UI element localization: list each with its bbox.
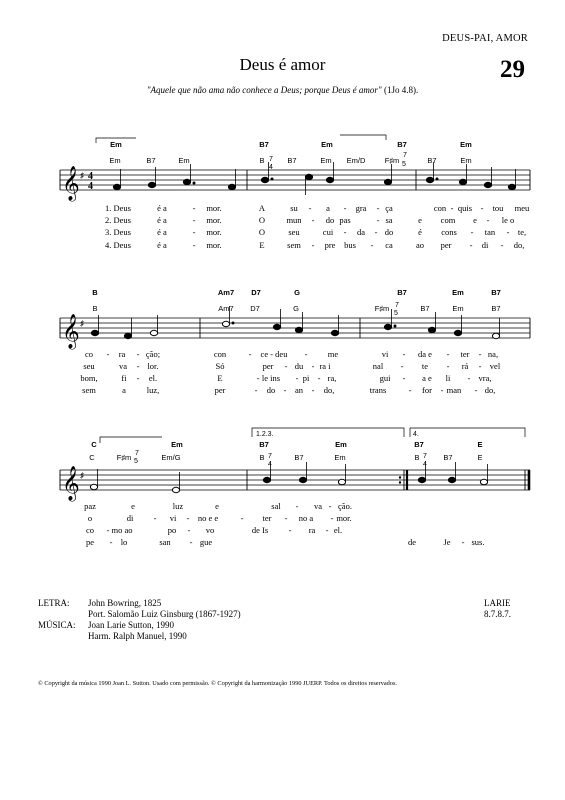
lyric-syllable: - <box>478 361 482 371</box>
lyric-syllable: - <box>254 385 258 395</box>
lyric-syllable: te, <box>517 227 527 237</box>
lyric-syllable: - <box>192 215 196 225</box>
bold-chord: Em <box>110 140 122 149</box>
staff-lines-1 <box>60 170 530 190</box>
svg-text:5: 5 <box>394 310 398 317</box>
chord-symbol: B7 <box>294 453 304 462</box>
lyric-syllable: ça <box>385 203 393 213</box>
lyric-syllable: per <box>440 240 452 250</box>
lyric-syllable: é a <box>157 215 167 225</box>
lyric-syllable: - <box>284 361 288 371</box>
chord-symbol: Em <box>460 156 472 165</box>
lyric-syllable: lor. <box>147 361 159 371</box>
tune-name: LARIE <box>484 598 511 608</box>
lyric-syllable: cons <box>441 227 457 237</box>
svg-text:5: 5 <box>134 458 138 465</box>
melody-notes-3 <box>90 462 487 493</box>
lyric-syllable: - <box>311 240 315 250</box>
lyric-syllable: E <box>217 373 223 383</box>
lyric-syllable: - <box>343 227 347 237</box>
time-sig-bottom: 4 <box>88 181 93 192</box>
lyric-syllable: O <box>258 215 266 225</box>
lyric-syllable: le o <box>501 215 515 225</box>
lyric-syllable: - <box>192 227 196 237</box>
lyric-syllable: - <box>136 349 140 359</box>
lyric-syllable: pe <box>85 537 95 547</box>
volta-2-label: 4. <box>413 431 419 438</box>
lyric-syllable: - <box>248 349 252 359</box>
chord-symbol: F♯m <box>384 156 400 165</box>
bold-chord: B7 <box>259 440 269 449</box>
lyric-syllable: - <box>374 227 378 237</box>
lyric-syllable: - <box>308 203 312 213</box>
lyric-syllable: lo <box>120 537 128 547</box>
chord-symbol: E <box>477 453 483 462</box>
lyric-syllable: sem <box>287 240 301 250</box>
epigraph-quote: "Aquele que não ama não conhece a Deus; porque Deus é amor" <box>146 85 382 95</box>
chord-symbol: B7 <box>146 156 156 165</box>
lyric-syllable: - <box>311 215 315 225</box>
chord-symbol: D7 <box>250 304 260 313</box>
lyric-syllable: nal <box>372 361 384 371</box>
lyric-syllable: - <box>506 227 510 237</box>
lyric-syllable: vel <box>489 361 501 371</box>
svg-text:5: 5 <box>402 161 406 168</box>
lyric-syllable: - <box>486 215 490 225</box>
lyric-syllable: - <box>402 349 406 359</box>
lyric-syllable: - <box>446 349 450 359</box>
lyric-syllable: - <box>400 361 404 371</box>
lyric-syllable: Je <box>443 537 451 547</box>
lyric-syllable: mor. <box>206 203 222 213</box>
bold-chord: B <box>92 288 98 297</box>
lyric-syllable: - <box>474 385 478 395</box>
lyric-syllable: - <box>106 349 110 359</box>
chord-symbol: G <box>293 304 299 313</box>
category-header: DEUS-PAI, AMOR <box>442 33 528 44</box>
lyric-syllable: sem <box>82 385 96 395</box>
lyric-syllable: - <box>311 361 315 371</box>
lyric-syllable: 1. Deus <box>105 203 131 213</box>
chord-symbol: Em <box>452 304 464 313</box>
lyric-syllable: el. <box>333 525 343 535</box>
lyric-syllable: su <box>290 203 298 213</box>
lyric-syllable: sus. <box>471 537 485 547</box>
lyric-syllable: di <box>126 513 134 523</box>
lyric-syllable: do <box>266 385 276 395</box>
lyric-syllable: e <box>473 215 477 225</box>
chord-symbol: B <box>259 453 265 462</box>
lyric-syllable: com <box>440 215 456 225</box>
lyric-syllable: do <box>384 227 394 237</box>
lyric-syllable: bom, <box>80 373 98 383</box>
lyric-syllable: - <box>317 373 321 383</box>
lyric-syllable: seu <box>288 227 300 237</box>
lyric-syllable: an <box>294 385 304 395</box>
lyric-syllable: fi <box>121 373 127 383</box>
bold-chord: Am7 <box>217 288 235 297</box>
lyric-syllable: gra <box>355 203 367 213</box>
lyric-syllable: va <box>118 361 128 371</box>
tune-block <box>484 598 511 620</box>
lyric-syllable: pre <box>324 240 336 250</box>
lyric-syllable: vra, <box>478 373 492 383</box>
lyric-syllable: sa <box>385 215 393 225</box>
lyric-syllable: - <box>470 227 474 237</box>
lyric-syllable: te <box>421 361 429 371</box>
lyric-syllable: - <box>295 501 299 511</box>
lyric-syllable: di <box>481 240 489 250</box>
lyric-syllable: é a <box>157 203 167 213</box>
tune-meter: 8.7.8.7. <box>484 609 511 619</box>
lyric-syllable: - <box>325 525 329 535</box>
lyric-syllable: o <box>87 513 93 523</box>
lyric-syllable: man <box>446 385 462 395</box>
chord-symbol: B <box>414 453 420 462</box>
lyric-syllable: po <box>167 525 177 535</box>
staff-lines-3 <box>60 470 530 490</box>
lyric-syllable: - <box>376 203 380 213</box>
lyric-syllable: - <box>187 525 191 535</box>
lyric-syllable: - <box>240 513 244 523</box>
lyric-syllable: gui <box>379 373 391 383</box>
chord-symbol: B <box>259 156 265 165</box>
lyric-syllable: 3. Deus <box>105 227 131 237</box>
bold-chord: C <box>91 440 97 449</box>
svg-text:4: 4 <box>268 461 272 468</box>
chord-symbol: B7 <box>287 156 297 165</box>
bracket-lines-3 <box>100 428 525 443</box>
lyric-syllable: é a <box>157 240 167 250</box>
chord-symbol: Em <box>109 156 121 165</box>
lyric-syllable: for <box>422 385 432 395</box>
lyric-syllable: li <box>445 373 451 383</box>
lyric-syllable: - <box>256 373 260 383</box>
treble-clef-icon: 𝄞 <box>62 466 80 501</box>
lyric-syllable: - <box>500 240 504 250</box>
lyric-syllable: sal <box>271 501 281 511</box>
lyric-syllable: - <box>446 361 450 371</box>
lyric-syllable: O <box>258 227 266 237</box>
lyric-syllable: - <box>330 513 334 523</box>
bold-chord: B7 <box>397 140 407 149</box>
lyric-syllable: ra i <box>319 361 331 371</box>
lyric-syllable: ra <box>118 349 126 359</box>
chord-symbol: Em <box>178 156 190 165</box>
musica-2: Harm. Ralph Manuel, 1990 <box>88 631 187 641</box>
lyric-syllable: - <box>450 203 454 213</box>
lyric-syllable: - <box>136 373 140 383</box>
lyric-syllable: ter <box>460 349 470 359</box>
lyric-syllable: meu <box>514 203 530 213</box>
lyric-syllable: con <box>213 349 227 359</box>
lyric-syllable: ra <box>308 525 316 535</box>
lyric-syllable: - <box>153 513 157 523</box>
lyric-syllable: da <box>356 227 366 237</box>
lyric-syllable: - <box>370 240 374 250</box>
lyric-syllable: trans <box>369 385 387 395</box>
lyric-syllable: ra, <box>327 373 337 383</box>
lyric-syllable: e <box>418 215 422 225</box>
lyric-syllable: vi <box>381 349 389 359</box>
lyric-syllable: mun <box>286 215 302 225</box>
chord-symbol: B <box>92 304 98 313</box>
bold-chord: Em <box>460 140 472 149</box>
lyric-syllable: vi <box>169 513 177 523</box>
svg-text:4: 4 <box>269 164 273 171</box>
lyric-syllable: A <box>258 203 266 213</box>
chord-numerals-2 <box>394 302 399 317</box>
bold-chord: E <box>477 440 483 449</box>
lyric-syllable: no a <box>298 513 314 523</box>
chords-and-lyrics <box>80 140 530 547</box>
copyright-line: © Copyright da música 1990 Joan L. Sutton. Usado com permissão. © Copyright da harmonização 1990 JUERP. Todos os direitos reservados. <box>38 680 397 687</box>
chord-symbol: B7 <box>491 304 501 313</box>
lyric-syllable: na, <box>487 349 499 359</box>
lyric-syllable: ao <box>415 240 425 250</box>
lyric-syllable: - <box>408 385 412 395</box>
lyric-syllable: - <box>311 385 315 395</box>
lyric-syllable: e <box>215 501 219 511</box>
lyric-syllable: seu <box>83 361 95 371</box>
lyric-syllable: - <box>440 385 444 395</box>
lyric-syllable: a e <box>422 373 432 383</box>
lyric-syllable: - <box>328 501 332 511</box>
chord-symbol: F♯m <box>116 453 132 462</box>
lyric-syllable: - <box>402 373 406 383</box>
lyric-syllable: du <box>294 361 304 371</box>
lyric-syllable: per <box>214 385 226 395</box>
volta-1-label: 1.2.3. <box>256 431 274 438</box>
lyric-syllable: - <box>304 349 308 359</box>
lyric-syllable: E <box>259 240 265 250</box>
svg-text:7: 7 <box>403 152 407 159</box>
musica-label: MÚSICA: <box>38 620 76 630</box>
svg-text:7: 7 <box>135 450 139 457</box>
lyric-syllable: le ins <box>261 373 281 383</box>
key-sharp-icon: ♯ <box>80 471 84 480</box>
lyric-syllable: de <box>407 537 417 547</box>
lyric-syllable: é a <box>157 227 167 237</box>
lyric-syllable: quis <box>457 203 473 213</box>
svg-text:7: 7 <box>268 453 272 460</box>
lyric-syllable: ca <box>385 240 393 250</box>
bold-chord: B7 <box>414 440 424 449</box>
lyric-syllable: ção. <box>338 501 352 511</box>
bold-chord: Em <box>335 440 347 449</box>
lyric-syllable: da e <box>418 349 432 359</box>
chord-symbol: Em <box>320 156 332 165</box>
lyric-syllable: va <box>313 501 323 511</box>
lyric-syllable: - <box>186 513 190 523</box>
lyric-syllable: tou <box>492 203 504 213</box>
lyric-syllable: per <box>262 361 274 371</box>
lyric-syllable: e <box>131 501 135 511</box>
hymn-number: 29 <box>500 56 525 83</box>
chord-symbol: Em/G <box>161 453 181 462</box>
lyric-syllable: de Is <box>251 525 269 535</box>
chord-symbol: Em <box>334 453 346 462</box>
lyric-syllable: co <box>85 525 95 535</box>
lyric-syllable: tan <box>484 227 496 237</box>
lyric-syllable: gue <box>199 537 213 547</box>
lyric-syllable: 4. Deus <box>105 240 131 250</box>
chord-symbol: Em/D <box>346 156 366 165</box>
lyric-syllable: - <box>295 373 299 383</box>
lyric-syllable: - <box>136 361 140 371</box>
chord-symbol: B7 <box>427 156 437 165</box>
lyric-syllable: - <box>469 240 473 250</box>
lyric-syllable: pi <box>302 373 310 383</box>
lyric-syllable: - <box>284 513 288 523</box>
lyric-syllable: - <box>478 349 482 359</box>
chord-symbol: B7 <box>420 304 430 313</box>
credits-block <box>38 598 241 642</box>
lyric-syllable: mo ao <box>111 525 133 535</box>
lyric-syllable: rá <box>461 361 469 371</box>
lyric-syllable: - <box>189 537 193 547</box>
bold-chord: Em <box>321 140 333 149</box>
lyric-syllable: no e e <box>197 513 219 523</box>
bold-chord: G <box>294 288 300 297</box>
lyric-syllable: ter <box>262 513 272 523</box>
lyric-syllable: do, <box>484 385 496 395</box>
svg-text:4: 4 <box>423 461 427 468</box>
lyric-syllable: - <box>283 385 287 395</box>
lyric-syllable: Só <box>215 361 225 371</box>
bold-chord: D7 <box>251 288 261 297</box>
lyric-syllable: - <box>343 203 347 213</box>
bold-chord: B7 <box>397 288 407 297</box>
lyric-syllable: do, <box>513 240 525 250</box>
hymn-title: Deus é amor <box>239 55 326 74</box>
svg-text:7: 7 <box>423 453 427 460</box>
chord-symbol: F♯m <box>374 304 390 313</box>
lyric-syllable: mor. <box>206 215 222 225</box>
lyric-syllable: - <box>192 240 196 250</box>
lyric-syllable: luz, <box>146 385 160 395</box>
letra-1: John Bowring, 1825 <box>88 598 162 608</box>
chord-symbol: Am7 <box>218 304 234 313</box>
lyric-syllable: - <box>461 537 465 547</box>
lyric-syllable: mor. <box>206 240 222 250</box>
musica-1: Joan Larie Sutton, 1990 <box>88 620 174 630</box>
lyric-syllable: - <box>376 215 380 225</box>
lyric-syllable: do <box>325 215 335 225</box>
lyric-syllable: ção; <box>145 349 161 359</box>
treble-clef-icon: 𝄞 <box>62 166 80 201</box>
lyric-syllable: - <box>467 373 471 383</box>
time-sig-top: 4 <box>88 171 93 182</box>
bold-chord: Em <box>171 440 183 449</box>
treble-clef-icon: 𝄞 <box>62 314 80 349</box>
bold-chord: B7 <box>491 288 501 297</box>
chord-symbol: B7 <box>443 453 453 462</box>
letra-2: Port. Salomão Luiz Ginsburg (1867-1927) <box>88 609 241 619</box>
lyric-syllable: é <box>418 227 422 237</box>
lyric-syllable: ce - deu <box>260 349 288 359</box>
lyric-syllable: co <box>84 349 94 359</box>
key-sharp-icon: ♯ <box>80 171 84 180</box>
lyric-syllable: con <box>433 203 447 213</box>
lyric-syllable: a <box>326 203 330 213</box>
key-sharp-icon: ♯ <box>80 319 84 328</box>
lyric-syllable: mor. <box>206 227 222 237</box>
lyric-syllable: vo <box>205 525 215 535</box>
lyric-syllable: cui <box>322 227 334 237</box>
lyric-syllable: pas <box>339 215 351 225</box>
letra-label: LETRA: <box>38 598 70 608</box>
bold-chord: Em <box>452 288 464 297</box>
lyric-syllable: bus <box>344 240 356 250</box>
bracket-lines-1 <box>96 135 386 143</box>
svg-text:7: 7 <box>395 302 399 309</box>
lyric-syllable: paz <box>84 501 96 511</box>
lyric-syllable: luz <box>172 501 184 511</box>
lyric-syllable: - <box>106 525 110 535</box>
lyric-syllable: san <box>159 537 171 547</box>
lyric-syllable: do, <box>323 385 335 395</box>
lyric-syllable: 2. Deus <box>105 215 131 225</box>
lyric-syllable: mor. <box>336 513 352 523</box>
lyric-syllable: - <box>480 203 484 213</box>
lyric-syllable: a <box>122 385 126 395</box>
lyric-syllable: - <box>192 203 196 213</box>
bold-chord: B7 <box>259 140 269 149</box>
epigraph-ref: (1Jo 4.8). <box>383 85 419 95</box>
lyric-syllable: me <box>327 349 339 359</box>
lyric-syllable: el. <box>148 373 158 383</box>
lyric-syllable: - <box>109 537 113 547</box>
system-3 <box>60 428 530 502</box>
chord-symbol: C <box>89 453 95 462</box>
svg-text:7: 7 <box>269 156 273 163</box>
lyric-syllable: - <box>288 525 292 535</box>
